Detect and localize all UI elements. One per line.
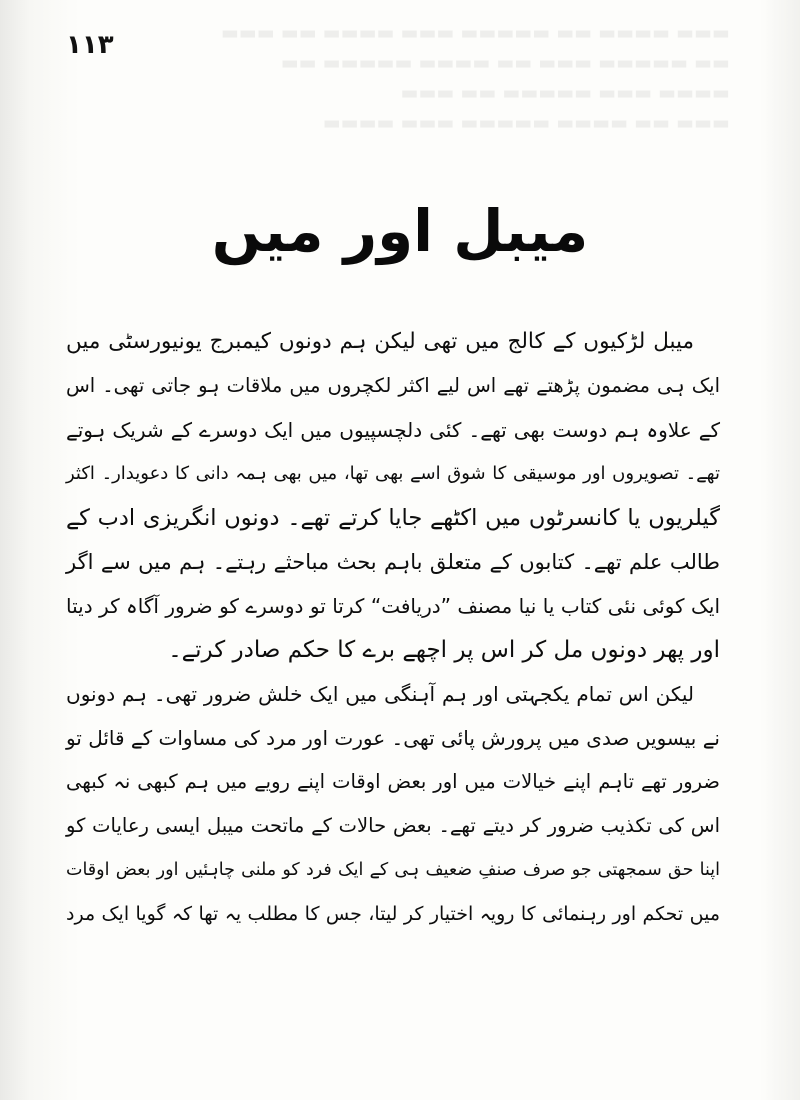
page-number: ۱۱۳ xyxy=(66,30,114,60)
text-line: میں تحکم اور رہنمائی کا رویہ اختیار کر لیتا، جس کا مطلب یہ تھا کہ گویا ایک مرد xyxy=(66,903,720,925)
text-line: کے علاوہ ہم دوست بھی تھے۔ کئی دلچسپیوں میں ایک دوسرے کے شریک ہوتے xyxy=(66,418,720,442)
text-line: اپنا حق سمجھتی جو صرف صنفِ ضعیف ہی کے ایک فرد کو ملنی چاہئیں اور بعض اوقات xyxy=(66,860,720,880)
paragraph xyxy=(66,672,720,936)
text-line: میبل لڑکیوں کے کالج میں تھی لیکن ہم دونوں کیمبرج یونیورسٹی میں xyxy=(66,329,694,354)
text-line: ضرور تھے تاہم اپنے خیالات میں اور بعض اوقات اپنے رویے میں ہم کبھی نہ کبھی xyxy=(66,770,720,793)
text-line: طالب علم تھے۔ کتابوں کے متعلق باہم بحث مباحثے رہتے۔ ہم میں سے اگر xyxy=(66,550,720,574)
text-line: تھے۔ تصویروں اور موسیقی کا شوق اسے بھی تھا، میں بھی ہمہ دانی کا دعویدار۔ اکثر xyxy=(66,463,720,484)
bleed-through-text: ▬▬▬ ▬▬▬▬ ▬▬ ▬▬▬▬▬ ▬▬▬ ▬▬▬▬ ▬▬ ▬▬▬ ▬▬ ▬▬▬▬▬ ▬▬▬ ▬▬ ▬▬▬▬ ▬▬▬▬▬ ▬▬ ▬▬▬▬ ▬▬▬ ▬▬▬▬▬ ▬▬ ▬▬▬ ▬▬▬ ▬▬ ▬▬▬▬ ▬▬▬▬▬ ▬▬▬ ▬▬▬▬ xyxy=(220,22,730,134)
text-line: نے بیسویں صدی میں پرورش پائی تھی۔ عورت اور مرد کی مساوات کے قائل تو xyxy=(65,726,720,750)
text-line: ایک ہی مضمون پڑھتے تھے اس لیے اکثر لکچروں میں ملاقات ہو جاتی تھی۔ اس xyxy=(66,374,720,397)
paragraph xyxy=(66,320,720,672)
body-text xyxy=(66,320,720,936)
text-line: لیکن اس تمام یکجہتی اور ہم آہنگی میں ایک خلش ضرور تھی۔ ہم دونوں xyxy=(66,682,694,706)
text-line: گیلریوں یا کانسرٹوں میں اکٹھے جایا کرتے تھے۔ دونوں انگریزی ادب کے xyxy=(66,505,720,531)
chapter-title: میبل اور میں xyxy=(211,197,589,265)
text-line: ایک کوئی نئی کتاب یا نیا مصنف ”دریافت“ کرتا تو دوسرے کو ضرور آگاہ کر دیتا xyxy=(66,594,720,618)
text-line: اور پھر دونوں مل کر اس پر اچھے برے کا حکم صادر کرتے۔ xyxy=(168,637,720,663)
text-line: اس کی تکذیب ضرور کر دیتے تھے۔ بعض حالات کے ماتحت میبل ایسی رعایات کو xyxy=(66,814,720,837)
